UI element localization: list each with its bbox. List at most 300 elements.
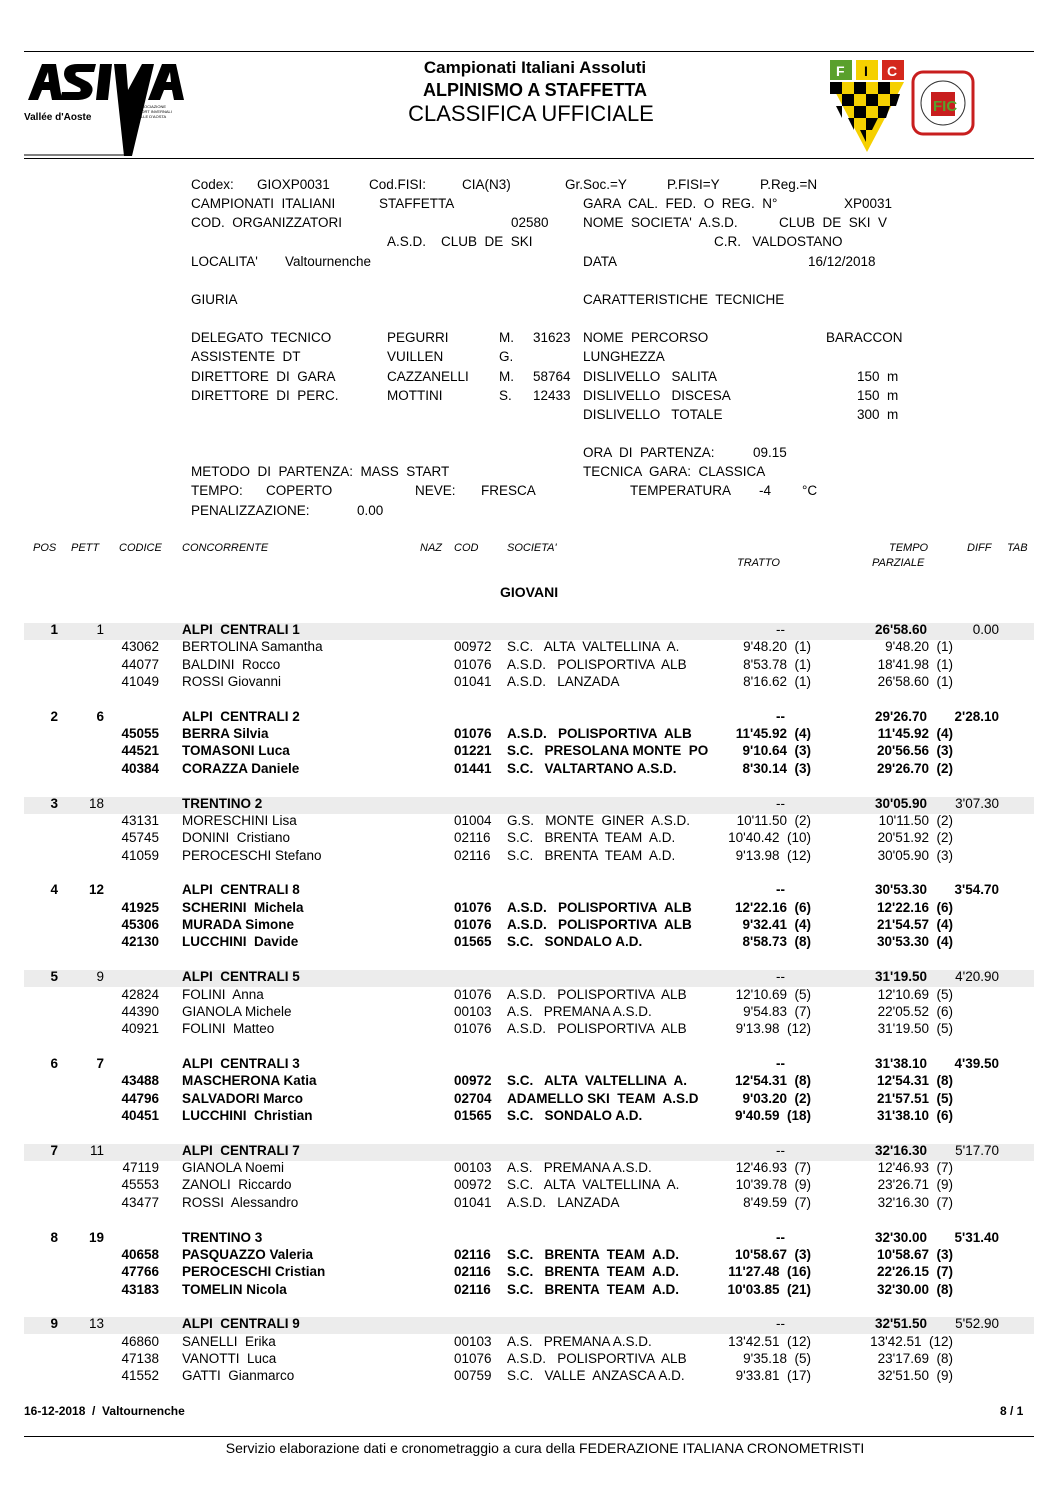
- team-name: ALPI CENTRALI 5: [182, 969, 300, 985]
- svg-text:I: I: [864, 63, 868, 79]
- neve-label: NEVE:: [415, 483, 456, 498]
- member-code: 40658: [121, 1246, 159, 1262]
- member-tratto: 8'30.14 (3): [742, 760, 811, 776]
- member-cod: 01441: [454, 760, 492, 776]
- jury-role-0: DELEGATO TECNICO: [191, 330, 332, 345]
- pfisi: P.FISI=Y: [667, 177, 720, 192]
- jury-code-0: 31623: [533, 330, 571, 345]
- member-tratto: 8'58.73 (8): [742, 934, 811, 950]
- member-name: GIANOLA Michele: [182, 1003, 292, 1019]
- member-parziale: 10'11.50 (2): [878, 812, 953, 828]
- member-societa: A.S.D. POLISPORTIVA ALB: [507, 986, 687, 1002]
- member-code: 43477: [121, 1194, 159, 1210]
- member-parziale: 20'51.92 (2): [877, 830, 953, 846]
- codex-label: Codex:: [191, 177, 234, 192]
- member-tratto: 10'58.67 (3): [734, 1246, 811, 1262]
- member-societa: S.C. ALTA VALTELLINA A.: [507, 1177, 680, 1193]
- member-cod: 01041: [454, 1194, 492, 1210]
- member-cod: 02116: [454, 1246, 491, 1262]
- member-tratto: 9'40.59 (18): [734, 1107, 811, 1123]
- member-cod: 01076: [454, 899, 492, 915]
- member-cod: 02116: [454, 1281, 491, 1297]
- member-parziale: 12'54.31 (8): [876, 1073, 953, 1089]
- member-cod: 01041: [454, 673, 492, 689]
- member-tratto: 9'10.64 (3): [742, 743, 811, 759]
- team-pett: 6: [96, 708, 104, 724]
- team-name: ALPI CENTRALI 3: [182, 1056, 300, 1071]
- member-cod: 00972: [454, 639, 492, 655]
- member-name: CORAZZA Daniele: [182, 760, 300, 776]
- member-tratto: 9'32.41 (4): [742, 917, 811, 932]
- nome-soc-value: CLUB DE SKI V: [779, 215, 888, 230]
- member-code: 44390: [121, 1003, 159, 1019]
- member-cod: 01076: [454, 656, 492, 672]
- col-pett: PETT: [71, 542, 100, 554]
- team-pett: 13: [88, 1316, 104, 1332]
- category-heading: GIOVANI: [500, 584, 559, 600]
- caratteristiche-heading: CARATTERISTICHE TECNICHE: [583, 292, 785, 307]
- team-pos: 6: [50, 1056, 58, 1071]
- team-tratto: --: [776, 1316, 785, 1332]
- member-parziale: 9'48.20 (1): [885, 639, 953, 655]
- team-pett: 18: [88, 795, 104, 811]
- member-cod: 02116: [454, 830, 491, 846]
- member-societa: S.C. ALTA VALTELLINA A.: [507, 639, 680, 655]
- grsoc: Gr.Soc.=Y: [565, 177, 627, 192]
- member-name: BALDINI Rocco: [182, 656, 281, 672]
- member-parziale: 22'26.15 (7): [876, 1264, 953, 1280]
- top-rule: [24, 51, 1034, 52]
- jury-name-0: PEGURRI: [387, 330, 449, 345]
- col-concorrente: CONCORRENTE: [182, 542, 269, 554]
- team-diff: 5'31.40: [954, 1229, 999, 1245]
- member-tratto: 12'10.69 (5): [735, 986, 811, 1002]
- member-societa: S.C. PRESOLANA MONTE PO: [507, 743, 709, 759]
- member-name: BERTOLINA Samantha: [182, 639, 323, 655]
- team-name: TRENTINO 2: [182, 795, 263, 811]
- member-parziale: 21'54.57 (4): [876, 917, 953, 932]
- member-code: 46860: [121, 1333, 159, 1349]
- team-diff: 3'54.70: [954, 882, 999, 898]
- team-diff: 5'52.90: [955, 1316, 999, 1332]
- member-parziale: 30'05.90 (3): [877, 847, 953, 863]
- tech-value-4: 300 m: [857, 407, 899, 422]
- member-parziale: 32'16.30 (7): [877, 1194, 953, 1210]
- ora-value: 09.15: [753, 445, 787, 460]
- team-pos: 5: [50, 969, 58, 985]
- team-pett: 7: [96, 1056, 104, 1071]
- member-societa: A.S.D. POLISPORTIVA ALB: [507, 726, 692, 742]
- member-tratto: 9'13.98 (12): [735, 847, 811, 863]
- team-diff: 2'28.10: [954, 708, 999, 724]
- tecnica: TECNICA GARA: CLASSICA: [583, 464, 766, 479]
- team-tempo: 31'19.50: [874, 969, 927, 985]
- member-code: 41049: [121, 673, 159, 689]
- member-tratto: 10'03.85 (21): [727, 1281, 811, 1297]
- fic-round-logo: [911, 70, 975, 136]
- neve-value: FRESCA: [481, 483, 536, 498]
- tech-label-3: DISLIVELLO DISCESA: [583, 388, 731, 403]
- team-tempo: 32'51.50: [874, 1316, 927, 1332]
- fic-text: FIC: [933, 98, 958, 115]
- member-name: SANELLI Erika: [182, 1333, 276, 1349]
- footer-credit: Servizio elaborazione dati e cronometraggio a cura della FEDERAZIONE ITALIANA CRONOMETRISTI: [225, 1440, 865, 1456]
- localita-label: LOCALITA': [191, 254, 258, 269]
- member-cod: 01076: [454, 726, 492, 742]
- member-tratto: 9'33.81 (17): [735, 1368, 811, 1384]
- member-cod: 01076: [454, 986, 492, 1002]
- member-tratto: 12'22.16 (6): [734, 899, 811, 915]
- member-societa: S.C. BRENTA TEAM A.D.: [507, 830, 676, 846]
- member-tratto: 8'16.62 (1): [743, 673, 811, 689]
- tempo-value: COPERTO: [266, 483, 333, 498]
- title-3: CLASSIFICA UFFICIALE: [408, 101, 654, 126]
- member-societa: S.C. BRENTA TEAM A.D.: [507, 847, 676, 863]
- member-code: 45306: [121, 917, 159, 932]
- member-name: TOMASONI Luca: [182, 743, 290, 759]
- svg-text:F: F: [836, 63, 845, 79]
- member-code: 44796: [121, 1090, 159, 1106]
- member-tratto: 9'13.98 (12): [735, 1021, 811, 1037]
- member-societa: A.S. PREMANA A.S.D.: [507, 1333, 652, 1349]
- member-name: BERRA Silvia: [182, 726, 269, 742]
- team-name: ALPI CENTRALI 1: [182, 622, 300, 637]
- jury-name-1: VUILLEN: [387, 349, 444, 364]
- giuria-heading: GIURIA: [191, 292, 238, 307]
- member-name: PEROCESCHI Cristian: [182, 1264, 326, 1280]
- team-diff: 0.00: [972, 622, 999, 637]
- col-codice: CODICE: [119, 542, 162, 554]
- member-cod: 00972: [454, 1073, 492, 1089]
- tech-label-1: LUNGHEZZA: [583, 349, 665, 364]
- team-tratto: --: [776, 882, 785, 898]
- title-1: Campionati Italiani Assoluti: [423, 58, 647, 77]
- team-pos: 2: [50, 708, 58, 724]
- member-code: 40921: [121, 1021, 159, 1037]
- title-2: ALPINISMO A STAFFETTA: [423, 80, 647, 100]
- jury-role-1: ASSISTENTE DT: [191, 349, 301, 364]
- member-parziale: 12'46.93 (7): [877, 1160, 953, 1176]
- member-cod: 01076: [454, 1021, 492, 1037]
- member-code: 43183: [121, 1281, 159, 1297]
- member-parziale: 32'51.50 (9): [877, 1368, 953, 1384]
- team-name: ALPI CENTRALI 9: [182, 1316, 300, 1332]
- ora-label: ORA DI PARTENZA:: [583, 445, 715, 460]
- member-name: MASCHERONA Katia: [182, 1073, 317, 1089]
- member-cod: 01565: [454, 1107, 492, 1123]
- member-cod: 01221: [454, 743, 492, 759]
- team-pos: 9: [50, 1316, 58, 1332]
- member-code: 43131: [121, 812, 159, 828]
- tech-value-0: BARACCON: [826, 330, 903, 345]
- member-name: ROSSI Alessandro: [182, 1194, 299, 1210]
- member-cod: 02116: [454, 1264, 491, 1280]
- member-name: VANOTTI Luca: [182, 1351, 277, 1366]
- jury-code-2: 58764: [533, 369, 571, 384]
- codfisi-label: Cod.FISI:: [369, 177, 427, 192]
- team-tempo: 26'58.60: [874, 622, 927, 637]
- member-societa: A.S.D. POLISPORTIVA ALB: [507, 656, 687, 672]
- member-tratto: 9'35.18 (5): [743, 1351, 811, 1366]
- member-name: DONINI Cristiano: [182, 830, 291, 846]
- member-name: ROSSI Giovanni: [182, 673, 282, 689]
- data-value: 16/12/2018: [808, 254, 876, 269]
- col-naz: NAZ: [420, 542, 442, 554]
- member-parziale: 29'26.70 (2): [876, 760, 953, 776]
- member-societa: A.S.D. LANZADA: [507, 1194, 620, 1210]
- member-parziale: 20'56.56 (3): [876, 743, 953, 759]
- member-tratto: 9'54.83 (7): [743, 1003, 811, 1019]
- member-parziale: 13'42.51 (12): [870, 1333, 953, 1349]
- member-code: 47119: [122, 1160, 159, 1176]
- jury-role-2: DIRETTORE DI GARA: [191, 369, 336, 384]
- nome-soc-label: NOME SOCIETA' A.S.D.: [583, 215, 738, 230]
- team-tempo: 32'16.30: [874, 1142, 927, 1158]
- member-parziale: 22'05.52 (6): [877, 1003, 953, 1019]
- member-tratto: 10'40.42 (10): [728, 830, 811, 846]
- member-tratto: 9'48.20 (1): [743, 639, 811, 655]
- member-code: 42130: [121, 934, 159, 950]
- member-cod: 01004: [454, 812, 492, 828]
- footer-rule: [24, 1436, 1034, 1437]
- col-diff: DIFF: [967, 542, 992, 554]
- col-tempo: TEMPO: [889, 542, 929, 554]
- member-name: FOLINI Anna: [182, 986, 264, 1002]
- member-cod: 01076: [454, 917, 492, 932]
- member-societa: ADAMELLO SKI TEAM A.S.D: [507, 1090, 699, 1106]
- member-tratto: 11'27.48 (16): [728, 1264, 811, 1280]
- member-name: MORESCHINI Lisa: [182, 812, 297, 828]
- member-societa: S.C. SONDALO A.D.: [507, 934, 643, 950]
- member-societa: A.S.D. POLISPORTIVA ALB: [507, 1351, 687, 1366]
- member-code: 44521: [121, 743, 159, 759]
- member-code: 45553: [121, 1177, 159, 1193]
- team-pos: 8: [50, 1229, 58, 1245]
- member-tratto: 12'46.93 (7): [735, 1160, 811, 1176]
- team-name: ALPI CENTRALI 8: [182, 882, 300, 898]
- member-code: 47766: [121, 1264, 159, 1280]
- member-name: SALVADORI Marco: [182, 1090, 304, 1106]
- member-parziale: 31'38.10 (6): [876, 1107, 953, 1123]
- codex-value: GIOXP0031: [257, 177, 330, 192]
- member-name: MURADA Simone: [182, 917, 295, 932]
- temperatura-label: TEMPERATURA: [630, 483, 732, 498]
- metodo: METODO DI PARTENZA: MASS START: [191, 464, 450, 479]
- member-parziale: 26'58.60 (1): [877, 673, 953, 689]
- member-societa: S.C. VALLE ANZASCA A.D.: [507, 1368, 685, 1384]
- member-parziale: 32'30.00 (8): [876, 1281, 953, 1297]
- col-tratto: TRATTO: [737, 557, 780, 569]
- member-societa: S.C. VALTARTANO A.S.D.: [507, 760, 677, 776]
- tech-label-0: NOME PERCORSO: [583, 330, 709, 345]
- footer-page: 8 / 1: [1000, 1404, 1024, 1418]
- temperatura-unit: °C: [802, 483, 818, 498]
- cod-org-value: 02580: [511, 215, 549, 230]
- col-tab: TAB: [1007, 542, 1028, 554]
- member-parziale: 30'53.30 (4): [876, 934, 953, 950]
- member-cod: 00103: [454, 1333, 492, 1349]
- member-code: 41059: [121, 847, 159, 863]
- member-societa: A.S.D. LANZADA: [507, 673, 620, 689]
- member-name: SCHERINI Michela: [182, 899, 304, 915]
- member-code: 40384: [121, 760, 159, 776]
- member-cod: 02116: [454, 847, 491, 863]
- member-parziale: 12'22.16 (6): [876, 899, 953, 915]
- col-cod: COD: [454, 542, 479, 554]
- fic-shield-logo: [828, 58, 906, 154]
- member-tratto: 11'45.92 (4): [735, 726, 811, 742]
- footer-left: 16-12-2018 / Valtournenche: [24, 1404, 185, 1418]
- member-societa: G.S. MONTE GINER A.S.D.: [507, 812, 691, 828]
- tech-label-2: DISLIVELLO SALITA: [583, 369, 718, 384]
- penalizzazione-label: PENALIZZAZIONE:: [191, 503, 310, 518]
- member-tratto: 13'42.51 (12): [728, 1333, 811, 1349]
- temperatura-value: -4: [759, 483, 772, 498]
- team-diff: 4'20.90: [955, 969, 999, 985]
- member-societa: S.C. SONDALO A.D.: [507, 1107, 643, 1123]
- localita-value: Valtournenche: [285, 254, 372, 269]
- gara-cal-label: GARA CAL. FED. O REG. N°: [583, 196, 778, 211]
- data-label: DATA: [583, 254, 618, 269]
- member-societa: A.S.D. POLISPORTIVA ALB: [507, 899, 692, 915]
- campionati-value: STAFFETTA: [379, 196, 455, 211]
- member-name: LUCCHINI Davide: [182, 934, 299, 950]
- member-tratto: 9'03.20 (2): [742, 1090, 811, 1106]
- codfisi-value: CIA(N3): [462, 177, 511, 192]
- team-tempo: 30'53.30: [874, 882, 927, 898]
- member-societa: A.S. PREMANA A.S.D.: [507, 1160, 652, 1176]
- member-parziale: 21'57.51 (5): [876, 1090, 953, 1106]
- team-tratto: --: [776, 622, 785, 637]
- member-code: 45055: [121, 726, 159, 742]
- jury-code-3: 12433: [533, 388, 571, 403]
- member-cod: 00103: [454, 1003, 492, 1019]
- cod-org-label: COD. ORGANIZZATORI: [191, 215, 343, 230]
- member-code: 47138: [121, 1351, 159, 1366]
- team-pett: 12: [88, 882, 104, 898]
- team-name: ALPI CENTRALI 7: [182, 1142, 300, 1158]
- member-societa: S.C. BRENTA TEAM A.D.: [507, 1246, 679, 1262]
- member-name: PEROCESCHI Stefano: [182, 847, 322, 863]
- member-name: GIANOLA Noemi: [182, 1160, 285, 1176]
- tempo-label: TEMPO:: [191, 483, 243, 498]
- team-name: TRENTINO 3: [182, 1229, 263, 1245]
- member-code: 40451: [121, 1107, 159, 1123]
- jury-name-3: MOTTINI: [387, 388, 443, 403]
- org-name: A.S.D. CLUB DE SKI: [387, 234, 533, 249]
- member-cod: 01076: [454, 1351, 492, 1366]
- penalizzazione-value: 0.00: [357, 503, 384, 518]
- member-code: 41925: [121, 899, 159, 915]
- member-code: 41552: [121, 1368, 159, 1384]
- cr-value: C.R. VALDOSTANO: [714, 234, 843, 249]
- team-diff: 5'17.70: [955, 1142, 999, 1158]
- member-societa: S.C. ALTA VALTELLINA A.: [507, 1073, 687, 1089]
- jury-role-3: DIRETTORE DI PERC.: [191, 388, 339, 403]
- team-pett: 1: [96, 622, 104, 637]
- member-name: PASQUAZZO Valeria: [182, 1246, 314, 1262]
- jury-init-3: S.: [499, 388, 512, 403]
- team-diff: 3'07.30: [955, 795, 999, 811]
- member-code: 43488: [121, 1073, 159, 1089]
- member-tratto: 10'39.78 (9): [735, 1177, 811, 1193]
- member-code: 43062: [121, 639, 159, 655]
- team-tempo: 31'38.10: [874, 1056, 927, 1071]
- jury-init-0: M.: [499, 330, 514, 345]
- member-parziale: 18'41.98 (1): [877, 656, 953, 672]
- header-rule: [24, 158, 1034, 159]
- member-tratto: 8'53.78 (1): [743, 656, 811, 672]
- member-parziale: 23'26.71 (9): [877, 1177, 953, 1193]
- team-tratto: --: [776, 795, 785, 811]
- member-cod: 00972: [454, 1177, 492, 1193]
- preg: P.Reg.=N: [760, 177, 818, 192]
- jury-init-2: M.: [499, 369, 514, 384]
- member-parziale: 11'45.92 (4): [877, 726, 953, 742]
- member-tratto: 8'49.59 (7): [743, 1194, 811, 1210]
- team-pos: 7: [50, 1142, 58, 1158]
- svg-text:ASSOCIAZIONE: ASSOCIAZIONE: [136, 104, 167, 109]
- gara-cal-code: XP0031: [844, 196, 893, 211]
- member-cod: 02704: [454, 1090, 492, 1106]
- team-tratto: --: [776, 1142, 785, 1158]
- team-tratto: --: [776, 1056, 785, 1071]
- member-societa: A.S.D. POLISPORTIVA ALB: [507, 1021, 687, 1037]
- member-name: GATTI Gianmarco: [182, 1368, 295, 1384]
- team-tempo: 29'26.70: [874, 708, 927, 724]
- member-tratto: 10'11.50 (2): [736, 812, 811, 828]
- member-societa: S.C. BRENTA TEAM A.D.: [507, 1264, 679, 1280]
- member-societa: A.S.D. POLISPORTIVA ALB: [507, 917, 692, 932]
- member-parziale: 10'58.67 (3): [876, 1246, 953, 1262]
- team-tratto: --: [776, 969, 785, 985]
- member-societa: A.S. PREMANA A.S.D.: [507, 1003, 652, 1019]
- team-pett: 9: [96, 969, 104, 985]
- svg-text:SPORT INVERNALI: SPORT INVERNALI: [136, 109, 172, 114]
- svg-text:VALLE D'AOSTA: VALLE D'AOSTA: [136, 114, 167, 119]
- tech-label-4: DISLIVELLO TOTALE: [583, 407, 723, 422]
- member-parziale: 23'17.69 (8): [877, 1351, 953, 1366]
- member-code: 42824: [121, 986, 159, 1002]
- col-pos: POS: [33, 542, 57, 554]
- team-pos: 1: [50, 622, 58, 637]
- team-tempo: 32'30.00: [874, 1229, 927, 1245]
- member-name: FOLINI Matteo: [182, 1021, 275, 1037]
- col-societa: SOCIETA': [507, 542, 557, 554]
- svg-text:C: C: [887, 63, 898, 79]
- tech-value-2: 150 m: [857, 369, 899, 384]
- team-pett: 19: [88, 1229, 104, 1245]
- col-parziale: PARZIALE: [872, 557, 925, 569]
- member-parziale: 12'10.69 (5): [877, 986, 953, 1002]
- team-tempo: 30'05.90: [874, 795, 927, 811]
- team-pett: 11: [89, 1142, 104, 1158]
- team-name: ALPI CENTRALI 2: [182, 708, 300, 724]
- member-name: TOMELIN Nicola: [182, 1281, 287, 1297]
- jury-name-2: CAZZANELLI: [387, 369, 469, 384]
- campionati-label: CAMPIONATI ITALIANI: [191, 196, 336, 211]
- team-tratto: --: [776, 1229, 785, 1245]
- jury-init-1: G.: [499, 349, 514, 364]
- team-pos: 4: [50, 882, 58, 898]
- member-tratto: 12'54.31 (8): [734, 1073, 811, 1089]
- member-cod: 00759: [454, 1368, 492, 1384]
- asiva-sub1: Vallée d'Aoste: [24, 112, 92, 123]
- team-pos: 3: [50, 795, 58, 811]
- member-parziale: 31'19.50 (5): [877, 1021, 953, 1037]
- member-code: 44077: [121, 656, 159, 672]
- member-name: ZANOLI Riccardo: [182, 1177, 292, 1193]
